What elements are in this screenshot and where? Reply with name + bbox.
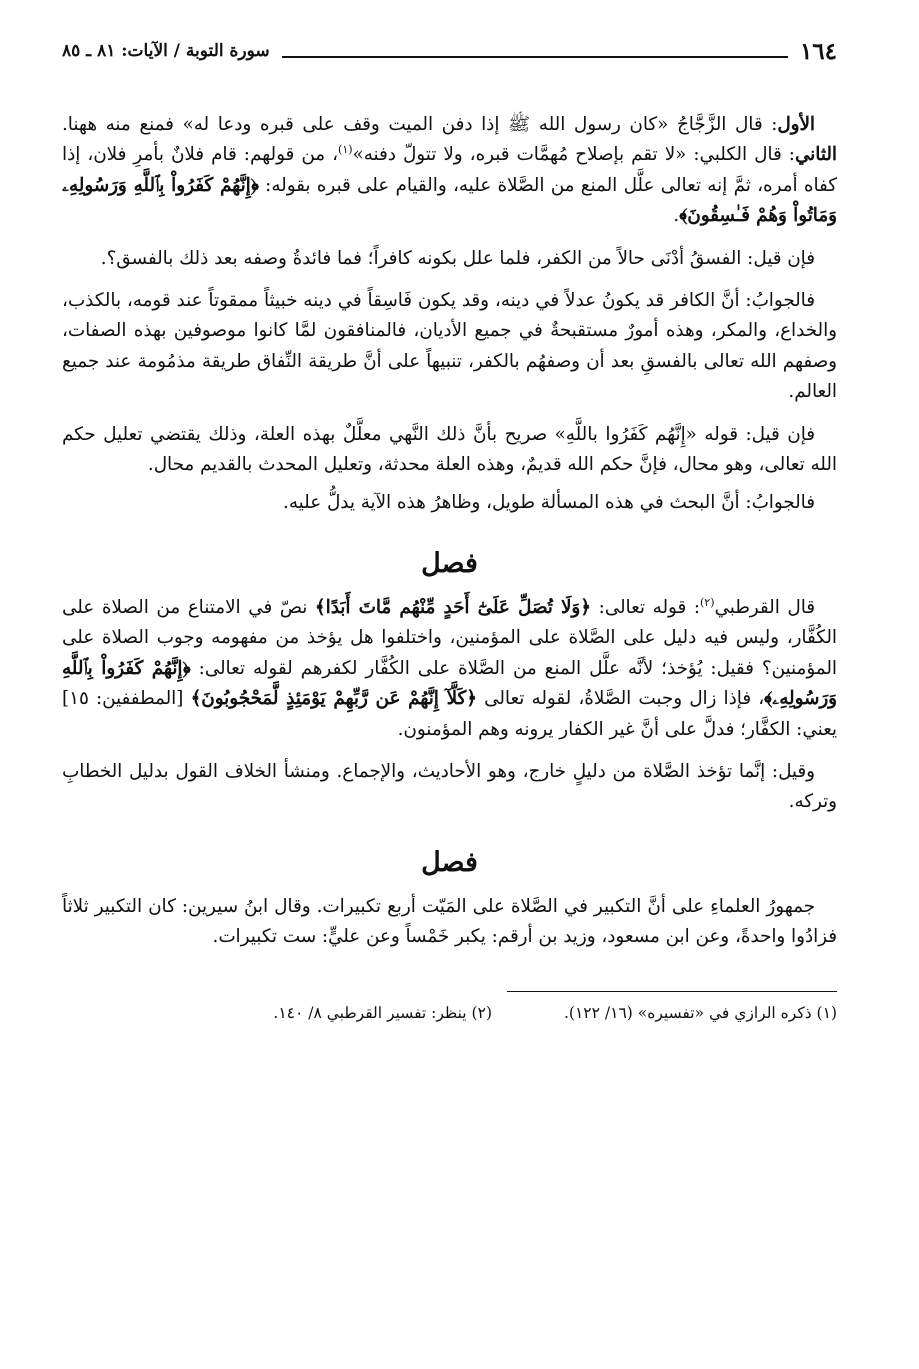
paragraph-qurtubi: [62, 593, 837, 745]
page-header: [62, 36, 837, 66]
section-heading-1: فصل: [421, 547, 478, 579]
paragraph-question-1: فإن قيل: الفسقُ أدْنَى حالاً من الكفر، فلما علل بكونه كافراً؛ فما فائدةُ وصفه بعد ذلك بالفسق؟.: [100, 247, 815, 269]
footnotes: [62, 1004, 837, 1022]
paragraph-question-2: فإن قيل: قوله «إِنَّهُم كَفَرُوا باللَّهِ» صريح بأنَّ ذلك النَّهي معلَّلٌ بهذه العلة، وذلك يقتضي تعليل حكم الله تعالى، وهو محال، فإنَّ حكم الله قديمٌ، وهذه العلة محدثة، وتعليل المحدث بالقديم محال.: [62, 423, 837, 476]
paragraph-answer-2: فالجوابُ: أنَّ البحث في هذه المسألة طويل، وظاهرُ هذه الآية يدلُّ عليه.: [283, 492, 815, 514]
text-qurtubi-1: قال القرطبي: [714, 596, 816, 618]
paragraph-takbirat: جمهورُ العلماءِ على أنَّ التكبير في الصَّلاة على المَيّت أربع تكبيرات. وقال ابنُ سيرين: كان التكبير ثلاثاً فزادُوا واحدةً، وعن ابن مسعود، وزيد بن أرقم: يكبر خَمْساً وعن عليٍّ: ست تكبيرات.: [62, 895, 837, 948]
text-first: : قال الزَّجَّاجُ «كان رسول الله ﷺ إذا دفن الميت وقف على قبره ودعا له» فمنع منه ههنا.: [62, 114, 778, 135]
text-qurtubi-4: ، فإذا زال وجبت الصَّلاةُ، لقوله تعالى: [476, 688, 765, 710]
page-body: [62, 110, 837, 953]
header-rule: [282, 56, 788, 58]
label-first: الأول: [777, 114, 815, 135]
quran-verse: ﴿وَلَا تُصَلِّ عَلَىٰٓ أَحَدٍ مِّنْهُم مَّاتَ أَبَدًا﴾: [314, 596, 591, 618]
text-qurtubi-5: [المطففين: ١٥] يعني: الكفَّار؛ فدلَّ على أنَّ غير الكفار يرونه وهم المؤمنون.: [62, 688, 837, 740]
paragraph-other-view: وقيل: إنَّما تؤخذ الصَّلاة من دليلٍ خارج، وهو الأحاديث، والإجماع. ومنشأ الخلاف القول بدليل الخطابِ وتركه.: [62, 760, 837, 813]
footnote-rule: [507, 991, 837, 992]
text-qurtubi-3: نصّ في الامتناع من الصلاة على الكُفَّار، وليس فيه دليل على الصَّلاة على المؤمنين، واختلفوا هل يؤخذ من مفهومه وجوب الصلاة على المؤمنين؟ فقيل: يُؤخذ؛ لأنَّه علَّل المنع من الصَّلاة على الكُفَّار لكفرهم لقوله تعالى:: [62, 596, 838, 679]
label-second: الثاني: [794, 144, 837, 166]
footnote-ref-1[interactable]: (١): [338, 143, 353, 157]
footnote-1: (١) ذكره الرازي في «تفسيره» (١٦/ ١٢٢).: [564, 1003, 837, 1022]
footnote-2: (٢) ينظر: تفسير القرطبي ٨/ ١٤٠.: [273, 1003, 492, 1022]
quran-verse: ﴿إِنَّهُمْ كَفَرُواْ بِٱللَّهِ وَرَسُولِهِۦ وَمَاتُواْ وَهُمْ فَـٰسِقُونَ﴾: [62, 174, 837, 227]
running-title: سورة التوبة / الآيات: ٨١ ـ ٨٥: [62, 41, 270, 61]
quran-verse: ﴿إِنَّهُمْ كَفَرُواْ بِٱللَّهِ وَرَسُولِهِۦ﴾: [62, 657, 838, 710]
section-heading-2: فصل: [421, 846, 478, 878]
text-qurtubi-2: : قوله تعالى:: [590, 596, 700, 618]
footnote-ref-2[interactable]: (٢): [699, 595, 715, 609]
text-third: ، من قولهم: قام فلانٌ بأمرِ فلان، إذا كفاه أمره، ثمَّ إنه تعالى علَّل المنع من الصَّلاة عليه، والقيام على قبره بقوله:: [62, 144, 837, 196]
paragraph-answer-1: فالجوابُ: أنَّ الكافر قد يكونُ عدلاً في دينه، وقد يكون فَاسِقاً في دينه خبيثاً ممقوتاً عند قومه، بالكذب، والخداع، والمكر، وهذه أمورٌ مستقبحةٌ في جميع الأديان، فالمنافقون لمَّا كانوا موصوفين بهذه الصفات، وصفهم الله تعالى بالفسقِ بعد أن وصفهُم بالكفر، تنبيهاً على أنَّ طريقة النِّفاق طريقة مذمُومة عند جميع العالم.: [62, 290, 837, 403]
quran-verse: ﴿كَلَّآ إِنَّهُمْ عَن رَّبِّهِمْ يَوْمَئِذٍ لَّمَحْجُوبُونَ﴾: [190, 688, 477, 710]
book-page: [62, 36, 837, 1022]
text-end: .: [673, 205, 680, 227]
paragraph-first-second: [62, 110, 837, 232]
text-second: : قال الكلبي: «لا تقم بإصلاح مُهمَّات قبره، ولا تتولّ دفنه»: [352, 144, 795, 166]
page-number: ١٦٤: [799, 37, 837, 65]
